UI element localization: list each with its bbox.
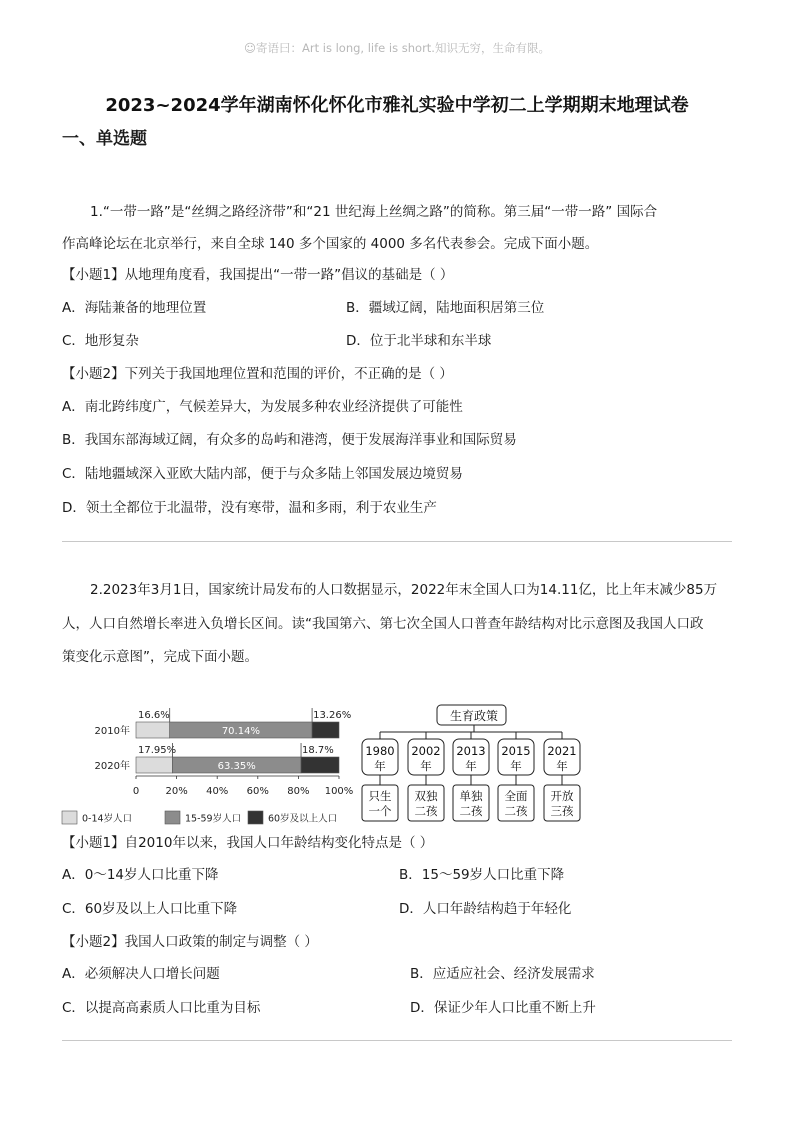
q2-sub1-option-a[interactable]: A．0～14岁人口比重下降 [62,867,219,883]
legend-swatch [165,811,180,824]
q1-sub1-option-b[interactable]: B．疆域辽阔，陆地面积居第三位 [346,300,545,316]
policy-label: 一个 [368,804,392,818]
q2-sub1-option-d[interactable]: D．人口年龄结构趋于年轻化 [399,901,572,917]
divider [62,1040,732,1041]
x-tick-label: 100% [324,786,354,797]
legend-label: 0-14岁人口 [82,813,133,825]
q2-sub1-option-b[interactable]: B．15～59岁人口比重下降 [399,867,565,883]
policy-label: 只生 [368,789,392,803]
q2-sub2-question: 【小题2】我国人口政策的制定与调整（ ） [62,934,318,950]
year-label: 年 [420,759,432,773]
policy-label: 全面 [504,789,528,803]
policy-label: 双独 [414,789,438,803]
q1-sub1-option-a[interactable]: A．海陆兼备的地理位置 [62,300,207,316]
legend-swatch [248,811,263,824]
q1-sub2-option-a[interactable]: A．南北跨纬度广，气候差异大，为发展多种农业经济提供了可能性 [62,399,463,415]
q2-sub2-option-b[interactable]: B．应适应社会、经济发展需求 [410,966,595,982]
q1-sub2-option-c[interactable]: C．陆地疆域深入亚欧大陆内部，便于与众多陆上邻国发展边境贸易 [62,466,463,482]
year-label: 2015 [501,744,531,758]
q2-stem-line2: 人，人口自然增长率进入负增长区间。读“我国第六、第七次全国人口普查年龄结构对比示意图及我国人口政 [62,616,704,632]
divider [62,541,732,542]
policy-label: 二孩 [504,804,528,818]
policy-label: 三孩 [550,804,574,818]
x-tick-label: 0 [132,786,140,797]
x-tick-label: 20% [165,786,188,797]
data-label: 17.95% [138,745,177,756]
motto-header: ☺寄语曰：Art is long, life is short.知识无穷，生命有限。 [244,41,550,55]
q1-sub1-option-c[interactable]: C．地形复杂 [62,333,139,349]
document-title: 2023~2024学年湖南怀化怀化市雅礼实验中学初二上学期期末地理试卷 [105,95,689,116]
section-heading: 一、单选题 [62,129,147,149]
policy-root-label: 生育政策 [449,709,499,723]
category-label: 2020年 [94,761,130,772]
bar-segment [301,757,339,773]
q1-sub2-option-d[interactable]: D．领土全都位于北温带，没有寒带，温和多雨，利于农业生产 [62,500,437,516]
legend-label: 15-59岁人口 [185,813,242,825]
data-label: 63.35% [217,761,256,772]
q2-sub1-option-c[interactable]: C．60岁及以上人口比重下降 [62,901,238,917]
year-label: 年 [465,759,477,773]
x-tick-label: 40% [206,786,229,797]
q1-stem-line1: 1.“一带一路”是“丝绸之路经济带”和“21 世纪海上丝绸之路”的简称。第三届“一带一路” 国际合 [90,204,658,220]
year-label: 2002 [411,744,441,758]
year-label: 年 [374,759,386,773]
legend-swatch [62,811,77,824]
q1-sub1-question: 【小题1】从地理角度看，我国提出“一带一路”倡议的基础是（ ） [62,267,454,283]
policy-diagram [355,702,595,824]
q2-sub2-option-d[interactable]: D．保证少年人口比重不断上升 [410,1000,596,1016]
q2-sub2-option-c[interactable]: C．以提高高素质人口比重为目标 [62,1000,261,1016]
data-label: 13.26% [313,710,352,721]
bar-segment [136,722,170,738]
q1-stem-line2: 作高峰论坛在北京举行，来自全球 140 多个国家的 4000 多名代表参会。完成下面小题。 [62,236,599,252]
year-label: 2013 [456,744,486,758]
category-label: 2010年 [94,726,130,737]
age-structure-chart [60,700,360,830]
x-tick-label: 80% [287,786,310,797]
data-label: 16.6% [138,710,170,721]
data-label: 18.7% [302,745,334,756]
policy-label: 二孩 [459,804,483,818]
q2-sub2-option-a[interactable]: A．必须解决人口增长问题 [62,966,220,982]
policy-label: 开放 [550,789,574,803]
q1-sub1-option-d[interactable]: D．位于北半球和东半球 [346,333,492,349]
year-label: 2021 [547,744,577,758]
q1-sub2-option-b[interactable]: B．我国东部海域辽阔，有众多的岛屿和港湾，便于发展海洋事业和国际贸易 [62,432,517,448]
policy-label: 单独 [459,789,483,803]
year-label: 1980 [365,744,395,758]
legend-label: 60岁及以上人口 [268,813,338,825]
q1-sub2-question: 【小题2】下列关于我国地理位置和范围的评价，不正确的是（ ） [62,366,453,382]
year-label: 年 [510,759,522,773]
bar-segment [312,722,339,738]
q2-stem-line3: 策变化示意图”，完成下面小题。 [62,649,258,665]
x-tick-label: 60% [246,786,269,797]
data-label: 70.14% [221,726,260,737]
q2-sub1-question: 【小题1】自2010年以来，我国人口年龄结构变化特点是（ ） [62,835,434,851]
year-label: 年 [556,759,568,773]
bar-segment [136,757,172,773]
q2-stem-line1: 2.2023年3月1日，国家统计局发布的人口数据显示，2022年末全国人口为14.11亿，比上年末减少85万 [90,582,718,598]
policy-label: 二孩 [414,804,438,818]
